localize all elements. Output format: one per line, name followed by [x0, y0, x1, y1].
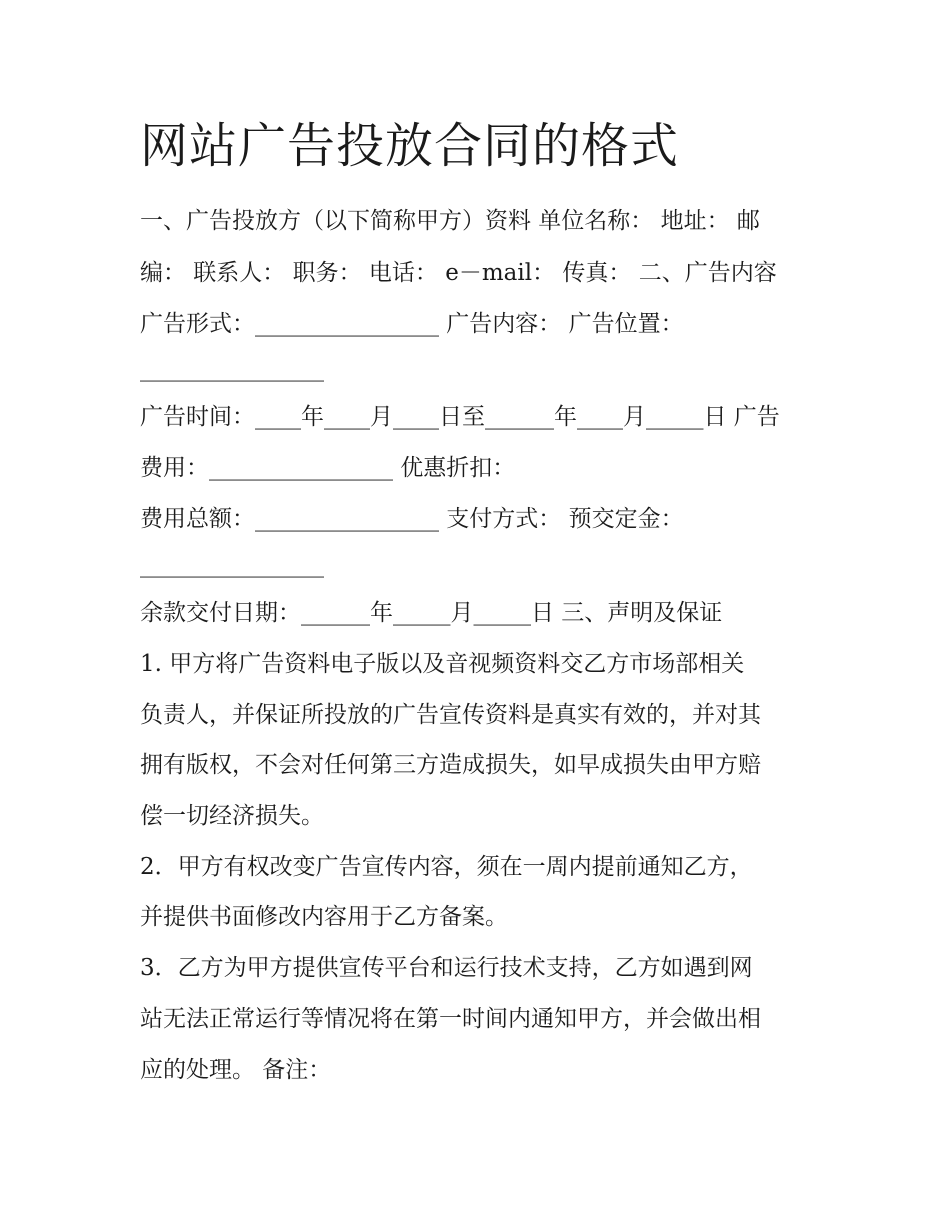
text-line: 1. 甲方将广告资料电子版以及音视频资料交乙方市场部相关 [140, 651, 745, 677]
text-line: ________________ [140, 356, 324, 382]
text-line: 应的处理。 备注： [140, 1057, 332, 1083]
text-line: 2．甲方有权改变广告宣传内容，须在一周内提前通知乙方， [140, 854, 753, 880]
text-line: 负责人，并保证所投放的广告宣传资料是真实有效的，并对其 [140, 702, 761, 728]
text-line: 站无法正常运行等情况将在第一时间内通知甲方，并会做出相 [140, 1006, 761, 1032]
text-line: 费用总额：________________ 支付方式： 预交定金： [140, 506, 684, 532]
text-line: 一、广告投放方（以下简称甲方）资料 单位名称： 地址： 邮 [140, 208, 760, 234]
text-line: 并提供书面修改内容用于乙方备案。 [140, 904, 508, 930]
text-line: 拥有版权，不会对任何第三方造成损失，如早成损失由甲方赔 [140, 752, 761, 778]
text-line: 广告形式：________________ 广告内容： 广告位置： [140, 311, 684, 337]
text-line: 费用：________________ 优惠折扣： [140, 455, 516, 481]
document-title: 网站广告投放合同的格式 [140, 118, 680, 174]
text-line: 偿一切经济损失。 [140, 803, 324, 829]
text-line: 广告时间：____年____月____日至______年____月_____日 广告 [140, 404, 780, 430]
text-line: ________________ [140, 552, 324, 578]
text-line: 3．乙方为甲方提供宣传平台和运行技术支持，乙方如遇到网 [140, 955, 753, 981]
text-line: 编： 联系人： 职务： 电话： e－mail： 传真： 二、广告内容 [140, 260, 777, 286]
text-line: 余款交付日期：______年_____月_____日 三、声明及保证 [140, 600, 723, 626]
